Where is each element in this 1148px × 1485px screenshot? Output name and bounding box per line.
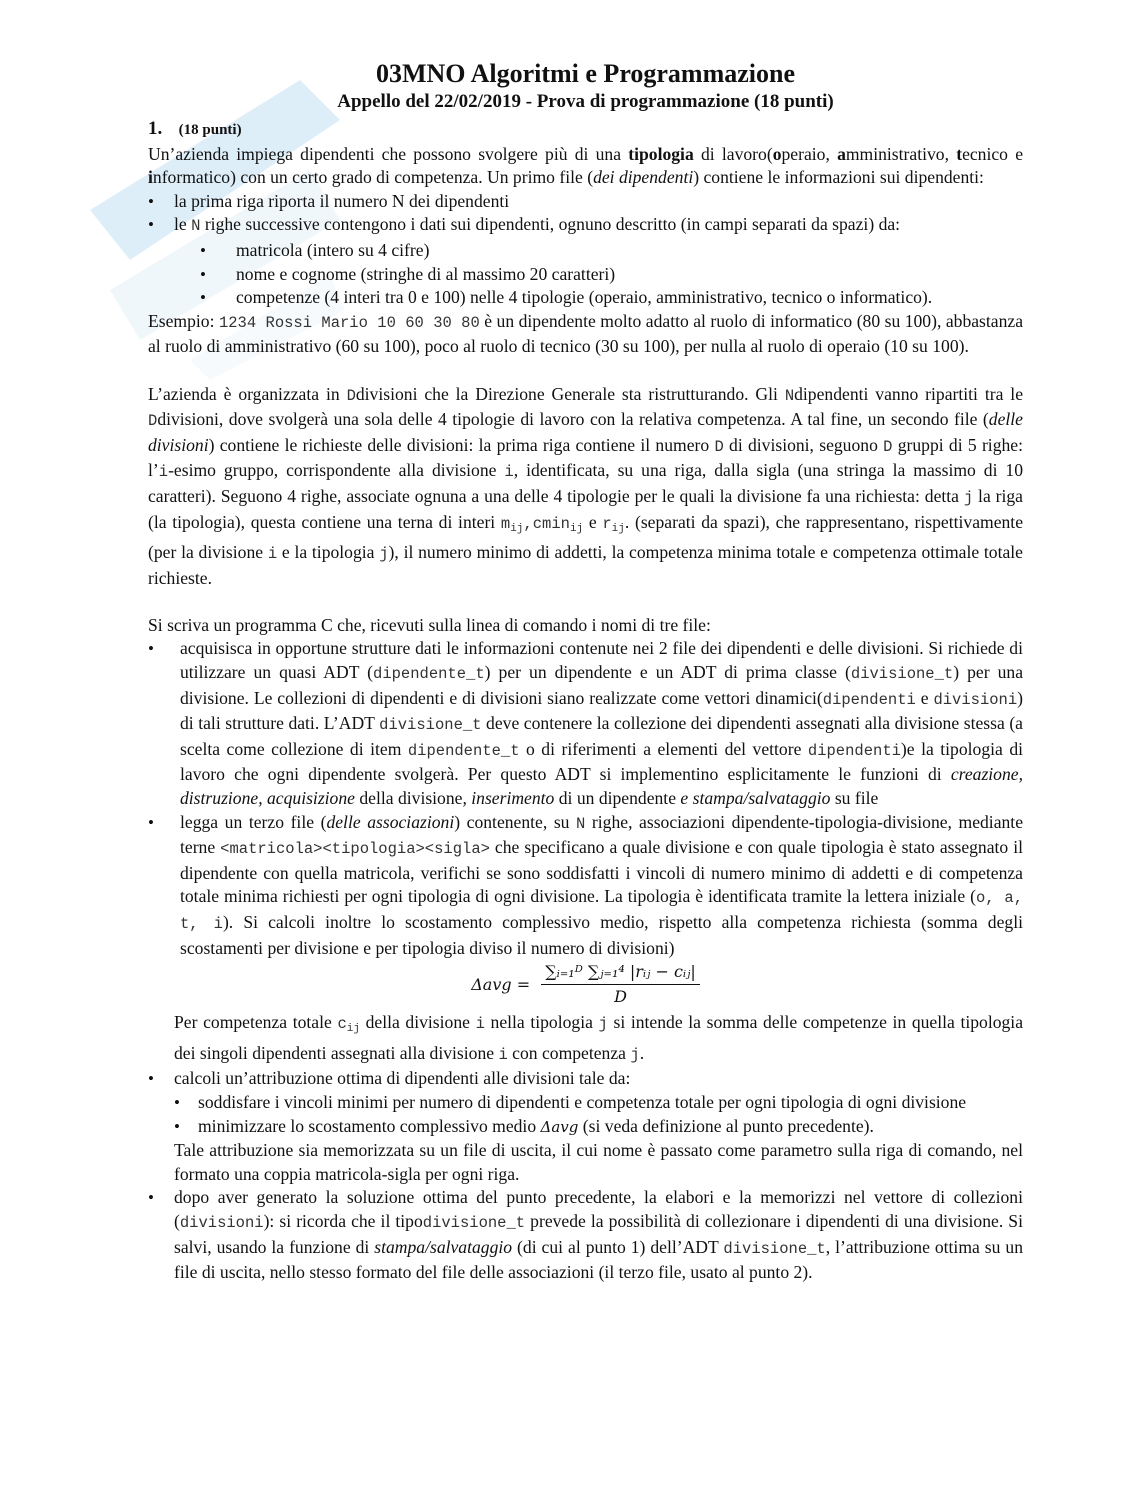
intro-paragraph: Un’azienda impiega dipendenti che possono svolgere più di una tipologia di lavoro(operaio, amministrativo, tecnico e informatico) con un certo grado di competenza. Un primo file (dei dipendenti) contiene le informazioni sui dipendenti: [148,143,1023,188]
optimization-list [148,1067,1023,1284]
list-item: • la prima riga riporta il numero N dei dipendenti [148,190,1023,214]
list-item: • le N righe successive contengono i dati sui dipendenti, ognuno descritto (in campi separati da spazi) da: • matricola (intero su 4 cifre) • nome e cognome (stringhe di al massimo 20 caratteri) • competenze (4 interi tra 0 e 100) nelle 4 tipologie (operaio, amministrativo, tecnico o informatico). [148,213,1023,309]
list-item: • acquisisca in opportune strutture dati le informazioni contenute nei 2 file dei dipendenti e delle divisioni. Si richiede di utilizzare un quasi ADT (dipendente_t) per un dipendente e un ADT di prima classe (divisione_t) per una divisione. Le collezioni di dipendenti e di divisioni siano realizzate come vettori dinamici(dipendenti e divisioni) di tali strutture dati. L’ADT divisione_t deve contenere la collezione dei dipendenti assegnati alla divisione stessa (a scelta come collezione di item dipendente_t o di riferimenti a elementi del vettore dipendenti)e la tipologia di lavoro che ogni dipendente svolgerà. Per questo ADT si implementino esplicitamente le funzioni di creazione, distruzione, acquisizione della divisione, inserimento di un dipendente e stampa/salvataggio su file [148,637,1023,810]
document-body [148,58,1023,1285]
question-points: (18 punti) [178,122,242,138]
list-item: • dopo aver generato la soluzione ottima del punto precedente, la elabori e la memorizzi nel vettore di collezioni (divisioni): si ricorda che il tipodivisione_t prevede la possibilità di collezionare i dipendenti di una divisione. Si salvi, usando la funzione di stampa/salvataggio (di cui al punto 1) dell’ADT divisione_t, l’attribuzione ottima su un file di uscita, nello stesso formato del file delle associazioni (il terzo file, usato al punto 2). [148,1186,1023,1284]
list-item: • calcoli un’attribuzione ottima di dipendenti alle divisioni tale da: • soddisfare i vincoli minimi per numero di dipendenti e competenza totale per ogni tipologia di ogni divisione • minimizzare lo scostamento complessivo medio Δavg (si veda definizione al punto precedente). Tale attribuzione sia memorizzata su un file di uscita, il cui nome è passato come parametro sulla riga di comando, nel formato una coppia matricola-sigla per ogni riga. [148,1067,1023,1186]
list-item: • nome e cognome (stringhe di al massimo 20 caratteri) [174,263,1023,287]
divisions-paragraph: L’azienda è organizzata in Ddivisioni che la Direzione Generale sta ristrutturando. Gli Ndipendenti vanno ripartiti tra le Ddivisioni, dove svolgerà una sola delle 4 tipologie di lavoro con la relativa competenza. A tal fine, un secondo file (delle divisioni) contiene le richieste delle divisioni: la prima riga contiene il numero D di divisioni, seguono D gruppi di 5 righe: l’i-esimo gruppo, corrispondente alla divisione i, identificata, su una riga, dalla sigla (una stringa la massimo di 10 caratteri). Seguono 4 righe, associate ognuna a una delle 4 tipologie per le quali la divisione fa una richiesta: detta j la riga (la tipologia), questa contiene una terna di interi $m_{ij},cmin_{ij}$ e $r_{ij}$. (separati da spazi), che rappresentano, rispettivamente (per la divisione i e la tipologia j), il numero minimo di addetti, la competenza minima totale e competenza ottimale totale richieste. [148,383,1024,588]
example-paragraph: Esempio: 1234 Rossi Mario 10 60 30 80 è un dipendente molto adatto al ruolo di informatico (80 su 100), abbastanza al ruolo di amministrativo (60 su 100), poco al ruolo di tecnico (30 su 100), per nulla al ruolo di operaio (10 su 100). [148,310,1024,357]
optimization-constraints-list [148,1091,1023,1139]
employee-fields-list [174,239,1023,310]
formula-denominator: D [614,987,627,1007]
delta-avg-formula [148,962,1023,1007]
list-item: • soddisfare i vincoli minimi per numero di dipendenti e competenza totale per ogni tipologia di ogni divisione [148,1091,1023,1115]
example-code: 1234 Rossi Mario 10 60 30 80 [218,313,480,332]
question-number: 1. [148,118,163,139]
list-item: • matricola (intero su 4 cifre) [174,239,1023,263]
formula-fraction [541,962,700,1007]
page-title: 03MNO Algoritmi e Programmazione [375,59,796,88]
employee-file-list [148,190,1023,310]
program-requirements-list [148,637,1023,960]
list-item: • competenze (4 interi tra 0 e 100) nelle 4 tipologie (operaio, amministrativo, tecnico o informatico). [174,286,1023,310]
question-header [148,117,1023,143]
formula-lhs: Δavg = [471,974,531,994]
program-intro: Si scriva un programma C che, ricevuti sulla linea di comando i nomi di tre file: [148,614,711,635]
list-item: • minimizzare lo scostamento complessivo medio Δavg (si veda definizione al punto precedente). [148,1115,1023,1140]
list-item: • legga un terzo file (delle associazioni) contenente, su N righe, associazioni dipendente-tipologia-divisione, mediante terne <matricola><tipologia><sigla> che specificano a quale divisione e con quale tipologia è stato assegnato il dipendente con quella matricola, verifichi se sono soddisfatti i vincoli di numero minimo di addetti e di competenza totale minima richiesti per ogni tipologia di ogni divisione. La tipologia è identificata tramite la lettera iniziale (o, a, t, i). Si calcoli inoltre lo scostamento complessivo medio, rispetto alla competenza richiesta (somma degli scostamenti per divisione e per tipologia diviso il numero di divisioni) [148,811,1023,961]
optimization-output-note: Tale attribuzione sia memorizzata su un file di uscita, il cui nome è passato come parametro sulla riga di comando, nel formato una coppia matricola-sigla per ogni riga. [174,1140,1023,1184]
page-subtitle: Appello del 22/02/2019 - Prova di programmazione (18 punti) [337,91,834,112]
competence-definition: Per competenza totale $c_{ij}$ della divisione i nella tipologia j si intende la somma delle competenze in quella tipologia dei singoli dipendenti assegnati alla divisione i con competenza j. [174,1012,1023,1064]
formula-numerator: ∑ᵢ₌₁ᴰ ∑ⱼ₌₁⁴ |rᵢⱼ − cᵢⱼ| [541,962,700,985]
